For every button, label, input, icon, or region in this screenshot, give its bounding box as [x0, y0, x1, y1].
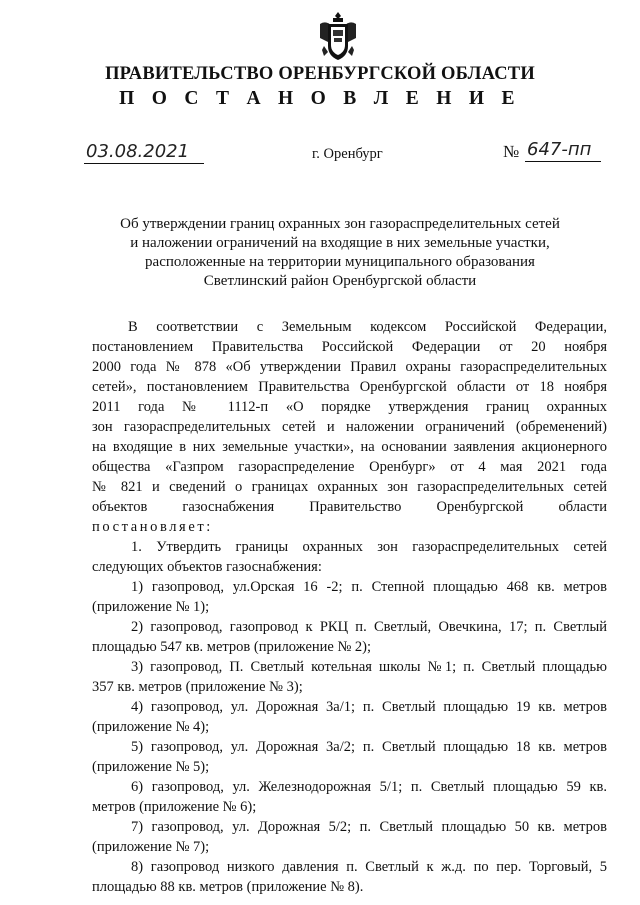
- title-line: Светлинский район Оренбургской области: [203, 273, 477, 289]
- subitem-line: метров (приложение № 6);: [92, 799, 257, 815]
- preamble-line: объектов газоснабжения Правительство Оренбургской области: [92, 499, 607, 515]
- item-1-line: следующих объектов газоснабжения:: [92, 559, 322, 575]
- preamble-line: 2011 года № 1112-п «О порядке утверждения границ охранных: [92, 399, 607, 415]
- item-1-line: 1. Утвердить границы охранных зон газораспределительных сетей: [131, 539, 607, 555]
- title-line: и наложении ограничений на входящие в них земельные участки,: [130, 235, 550, 251]
- subitem-line: 6) газопровод, ул. Железнодорожная 5/1; п. Светлый площадью 59 кв.: [131, 779, 607, 795]
- preamble-line: 2000 года № 878 «Об утверждении Правил охраны газораспределительных: [92, 359, 607, 375]
- document-date: 03.08.2021: [84, 141, 204, 164]
- subitem-line: (приложение № 7);: [92, 839, 210, 855]
- document-title: [80, 215, 600, 291]
- document-type: П О С Т А Н О В Л Е Н И Е: [119, 88, 521, 109]
- subitem-line: 2) газопровод, газопровод к РКЦ п. Светлый, Овечкина, 17; п. Светлый: [131, 619, 607, 635]
- title-line: Об утверждении границ охранных зон газораспределительных сетей: [120, 216, 560, 232]
- preamble-line: В соответствии с Земельным кодексом Российской Федерации,: [128, 319, 607, 335]
- number-label: №: [503, 142, 520, 161]
- subitem-line: 3) газопровод, П. Светлый котельная школы №1; п. Светлый площадью: [131, 659, 607, 675]
- subitem-line: 5) газопровод, ул. Дорожная 3а/2; п. Светлый площадью 18 кв. метров: [131, 739, 607, 755]
- document-city: г. Оренбург: [312, 146, 383, 162]
- subitem-line: 4) газопровод, ул. Дорожная 3а/1; п. Светлый площадью 19 кв. метров: [131, 699, 607, 715]
- document-number: 647-пп: [525, 139, 601, 162]
- preamble-line: № 821 и сведений о границах охранных зон газораспределительных сетей: [92, 479, 607, 495]
- preamble-line: на входящие в них земельные участки», на основании заявления акционерного: [92, 439, 607, 455]
- preamble-line: общества «Газпром газораспределение Оренбург» от 4 мая 2021 года: [92, 459, 607, 475]
- preamble-line: сетей», постановлением Правительства Оренбургской области от 18 ноября: [92, 379, 607, 395]
- subitem-line: площадью 547 кв. метров (приложение № 2);: [92, 639, 372, 655]
- subitem-line: (приложение № 4);: [92, 719, 210, 735]
- subitem-line: 1) газопровод, ул.Орская 16 -2; п. Степной площадью 468 кв. метров: [131, 579, 607, 595]
- subitem-line: (приложение № 5);: [92, 759, 210, 775]
- coat-of-arms-icon: [318, 10, 358, 64]
- subitem-line: площадью 88 кв. метров (приложение № 8).: [92, 879, 364, 895]
- preamble-line: зон газораспределительных сетей и наложении ограничений (обременений): [92, 419, 607, 435]
- resolves-word: постановляет:: [92, 519, 213, 535]
- subitem-line: 7) газопровод, ул. Дорожная 5/2; п. Светлый площадью 50 кв. метров: [131, 819, 607, 835]
- subitem-line: 8) газопровод низкого давления п. Светлый к ж.д. по пер. Торговый, 5: [131, 859, 607, 875]
- preamble-line: постановлением Правительства Российской Федерации от 20 ноября: [92, 339, 607, 355]
- title-line: расположенные на территории муниципального образования: [145, 254, 535, 270]
- document-body: [92, 317, 607, 897]
- subitem-line: (приложение № 1);: [92, 599, 210, 615]
- subitem-line: 357 кв. метров (приложение № 3);: [92, 679, 303, 695]
- organization-name: ПРАВИТЕЛЬСТВО ОРЕНБУРГСКОЙ ОБЛАСТИ: [105, 64, 535, 84]
